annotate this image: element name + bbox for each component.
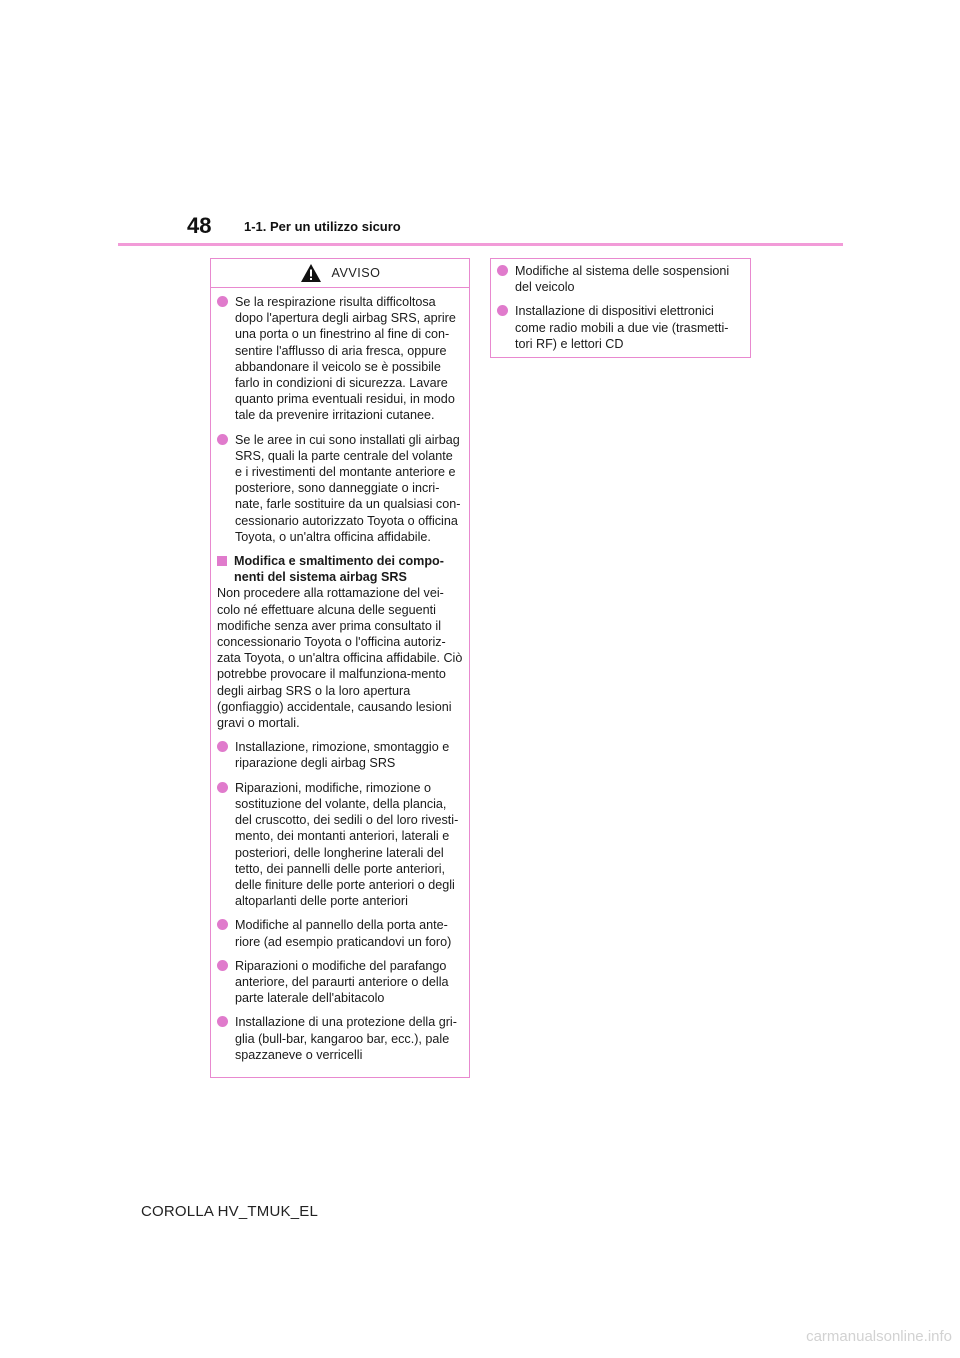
list-item-text: Se le aree in cui sono installati gli airbag SRS, quali la parte centrale del volante e i rivestimenti del montante anteriore e posteriore, sono danneggiate o incri-nate, farle sostituire da un qualsiasi con-cessionario autorizzato Toyota o officina Toyota, o un'altra officina affidabile. xyxy=(235,432,461,544)
list-item-text: Se la respirazione risulta difficoltosa dopo l'apertura degli airbag SRS, aprire una porta o un finestrino al fine di con-sentire l'afflusso di aria fresca, oppure abbandonare il veicolo se è possibile farlo in condizioni di sicurezza. Lavare quanto prima eventuali residui, in modo tale da prevenire irritazioni cutanee. xyxy=(235,295,456,423)
bullet-icon xyxy=(497,305,508,316)
warning-box xyxy=(210,258,470,1078)
list-item-text: Riparazioni o modifiche del parafango anteriore, del paraurti anteriore o della parte laterale dell'abitacolo xyxy=(235,958,449,1006)
list-item xyxy=(217,780,463,910)
list-item xyxy=(217,958,463,1007)
warning-body xyxy=(211,288,469,1077)
list-item-text: Installazione di dispositivi elettronici come radio mobili a due vie (trasmetti-tori RF) e lettori CD xyxy=(515,304,729,351)
warning-header xyxy=(211,259,469,288)
list-item xyxy=(217,917,463,949)
list-item-text: Installazione di una protezione della gri-glia (bull-bar, kangaroo bar, ecc.), pale spazzaneve o verricelli xyxy=(235,1015,457,1062)
list-item xyxy=(217,432,463,545)
bullet-icon xyxy=(217,296,228,307)
bullet-icon xyxy=(217,434,228,445)
section-title: 1-1. Per un utilizzo sicuro xyxy=(244,219,401,234)
list-item xyxy=(497,263,744,295)
list-item xyxy=(217,1014,463,1063)
list-item-text: Modifiche al pannello della porta ante-riore (ad esempio praticandovi un foro) xyxy=(235,918,452,949)
continued-body xyxy=(491,259,750,366)
list-item xyxy=(217,294,463,424)
list-item-text: Riparazioni, modifiche, rimozione o sostituzione del volante, della plancia, del cruscotto, dei sedili o del loro rivesti-mento, dei montanti anteriori, laterali e posteriori, delle longherine laterali del tetto, dei pannelli delle porte anteriori, delle finiture delle porte anteriori o degli altoparlanti delle porte anteriori xyxy=(235,780,459,909)
bullet-icon xyxy=(217,919,228,930)
bullet-icon xyxy=(217,960,228,971)
page-number: 48 xyxy=(187,213,212,238)
bullet-icon xyxy=(217,1016,228,1027)
warning-title: AVVISO xyxy=(331,265,381,280)
model-code-footer: COROLLA HV_TMUK_EL xyxy=(141,1203,318,1220)
header-rule xyxy=(118,243,843,246)
subheading xyxy=(217,553,463,585)
bullet-icon xyxy=(217,782,228,793)
warning-continued-box xyxy=(490,258,751,358)
list-item-text: Modifiche al sistema delle sospensioni del veicolo xyxy=(515,264,730,295)
list-item xyxy=(497,303,744,352)
square-bullet-icon xyxy=(217,556,227,566)
list-item-text: Installazione, rimozione, smontaggio e riparazione degli airbag SRS xyxy=(235,740,450,771)
bullet-icon xyxy=(217,741,228,752)
bullet-icon xyxy=(497,265,508,276)
subheading-text: Modifica e smaltimento dei compo-nenti del sistema airbag SRS xyxy=(234,554,444,585)
paragraph: Non procedere alla rottamazione del vei-colo né effettuare alcuna delle seguenti modifiche senza aver prima consultato il concessionario Toyota o l'officina autoriz-zata Toyota, o un'altra officina affidabile. Ciò potrebbe provocare il malfunziona-mento degli airbag SRS o la loro apertura (gonfiaggio) accidentale, causando lesioni gravi o mortali. xyxy=(217,586,463,731)
warning-triangle-icon xyxy=(300,263,322,283)
list-item xyxy=(217,739,463,771)
watermark-link[interactable]: carmanualsonline.info xyxy=(806,1328,952,1345)
